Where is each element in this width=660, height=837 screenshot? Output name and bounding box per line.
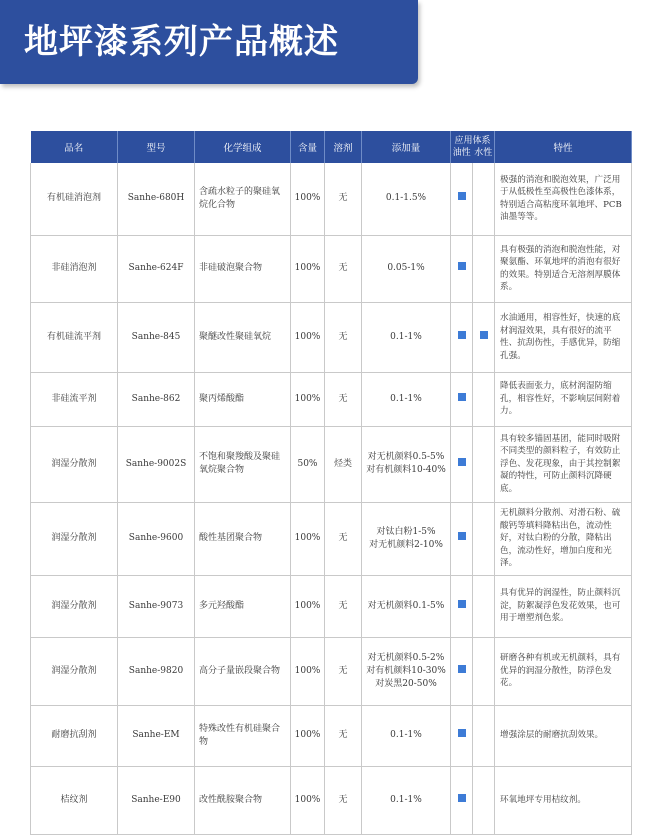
header-system	[451, 131, 495, 163]
cell-oil	[451, 705, 473, 766]
cell-oil	[451, 502, 473, 575]
header-chem: 化学组成	[195, 131, 291, 163]
table-header-row	[31, 131, 632, 163]
cell-feature: 增强涂层的耐磨抗刮效果。	[495, 705, 632, 766]
table-body	[31, 163, 632, 834]
check-square-icon	[458, 393, 466, 401]
table-row	[31, 766, 632, 834]
check-square-icon	[458, 794, 466, 802]
cell-dosage	[362, 502, 451, 575]
dosage-line: 0.1-1%	[390, 393, 422, 404]
cell-model: Sanhe-9600	[118, 502, 195, 575]
cell-solvent: 无	[325, 163, 362, 235]
cell-name: 耐磨抗刮剂	[31, 705, 118, 766]
cell-chem: 改性酰胺聚合物	[195, 766, 291, 834]
cell-chem: 酸性基团聚合物	[195, 502, 291, 575]
check-square-icon	[458, 600, 466, 608]
header-name: 品名	[31, 131, 118, 163]
cell-chem: 聚丙烯酸酯	[195, 372, 291, 426]
cell-feature: 环氧地坪专用桔纹剂。	[495, 766, 632, 834]
table-row	[31, 426, 632, 502]
title-banner	[0, 0, 418, 84]
header-solvent: 溶剂	[325, 131, 362, 163]
cell-dosage	[362, 163, 451, 235]
cell-solvent: 无	[325, 502, 362, 575]
dosage-line: 对钛白粉1-5%	[376, 526, 436, 537]
check-square-icon	[458, 331, 466, 339]
header-system-sub	[451, 147, 494, 159]
cell-water	[473, 163, 495, 235]
cell-solvent: 无	[325, 235, 362, 302]
table-row	[31, 502, 632, 575]
table-row	[31, 575, 632, 637]
cell-chem: 含疏水粒子的聚硅氧烷化合物	[195, 163, 291, 235]
cell-content: 100%	[291, 705, 325, 766]
cell-chem: 高分子量嵌段聚合物	[195, 637, 291, 705]
cell-content: 100%	[291, 575, 325, 637]
cell-chem: 非硅破泡聚合物	[195, 235, 291, 302]
cell-feature: 极强的消泡和脱泡效果，广泛用于从低极性至高极性色漆体系，特别适合高粘度环氧地坪、PCB油墨等等。	[495, 163, 632, 235]
table-row	[31, 163, 632, 235]
dosage-line: 0.1-1.5%	[385, 193, 427, 204]
cell-oil	[451, 302, 473, 372]
header-oil: 油性	[452, 148, 471, 158]
cell-feature: 降低表面张力，底材润湿防缩孔，相容性好，不影响层间附着力。	[495, 372, 632, 426]
header-feature: 特性	[495, 131, 632, 163]
cell-model: Sanhe-9820	[118, 637, 195, 705]
cell-solvent: 无	[325, 302, 362, 372]
check-square-icon	[458, 532, 466, 540]
check-square-icon	[458, 192, 466, 200]
cell-feature: 具有优异的润湿性，防止颜料沉淀，防絮凝浮色发花效果，也可用于增塑剂色浆。	[495, 575, 632, 637]
dosage-line: 0.1-1%	[390, 794, 422, 805]
table-row	[31, 637, 632, 705]
cell-feature: 具有极强的消泡和脱泡性能，对聚氨酯、环氧地坪的消泡有很好的效果。特别适合无溶剂厚膜体系。	[495, 235, 632, 302]
header-model: 型号	[118, 131, 195, 163]
check-square-icon	[458, 665, 466, 673]
cell-oil	[451, 163, 473, 235]
cell-name: 润湿分散剂	[31, 637, 118, 705]
dosage-line: 对炭黑20-50%	[375, 678, 437, 689]
cell-content: 100%	[291, 235, 325, 302]
cell-oil	[451, 575, 473, 637]
cell-water	[473, 235, 495, 302]
cell-oil	[451, 766, 473, 834]
cell-dosage	[362, 705, 451, 766]
cell-water	[473, 502, 495, 575]
cell-solvent: 无	[325, 372, 362, 426]
cell-chem: 多元羟酸酯	[195, 575, 291, 637]
cell-content: 100%	[291, 163, 325, 235]
table-row	[31, 372, 632, 426]
dosage-line: 0.1-1%	[390, 730, 422, 740]
header-system-label: 应用体系	[454, 136, 491, 146]
cell-dosage	[362, 235, 451, 302]
cell-chem: 特殊改性有机硅聚合物	[195, 705, 291, 766]
cell-oil	[451, 235, 473, 302]
cell-content: 100%	[291, 766, 325, 834]
cell-model: Sanhe-E90	[118, 766, 195, 834]
cell-content: 100%	[291, 637, 325, 705]
cell-dosage	[362, 426, 451, 502]
dosage-line: 对有机颜料10-40%	[366, 465, 446, 475]
cell-name: 非硅消泡剂	[31, 235, 118, 302]
check-square-icon	[480, 331, 488, 339]
cell-solvent: 烃类	[325, 426, 362, 502]
cell-dosage	[362, 575, 451, 637]
cell-feature: 无机颜料分散剂、对滑石粉、硫酸钙等填料降粘出色，流动性好，对钛白粉的分散，降粘出色，流动性好，增加白度和光泽。	[495, 502, 632, 575]
cell-name: 有机硅消泡剂	[31, 163, 118, 235]
cell-oil	[451, 372, 473, 426]
check-square-icon	[458, 729, 466, 737]
cell-content: 100%	[291, 302, 325, 372]
cell-chem: 聚醚改性聚硅氧烷	[195, 302, 291, 372]
cell-model: Sanhe-EM	[118, 705, 195, 766]
cell-water	[473, 705, 495, 766]
cell-solvent: 无	[325, 766, 362, 834]
cell-feature: 具有较多锚固基团，能同时吸附不同类型的颜料粒子，有效防止浮色、发花现象，由于其控制絮凝的特性，可防止颜料沉降硬底。	[495, 426, 632, 502]
cell-chem: 不饱和聚羧酸及聚硅氧烷聚合物	[195, 426, 291, 502]
dosage-line: 0.05-1%	[387, 263, 425, 273]
cell-content: 50%	[291, 426, 325, 502]
cell-name: 润湿分散剂	[31, 575, 118, 637]
header-water: 水性	[474, 148, 493, 158]
cell-name: 桔纹剂	[31, 766, 118, 834]
cell-water	[473, 575, 495, 637]
dosage-line: 对无机颜料0.1-5%	[367, 600, 445, 611]
cell-content: 100%	[291, 372, 325, 426]
cell-model: Sanhe-624F	[118, 235, 195, 302]
page-title: 地坪漆系列产品概述	[24, 22, 339, 62]
cell-feature: 研磨各种有机或无机颜料，具有优异的润湿分散性，防浮色发花。	[495, 637, 632, 705]
table-row	[31, 302, 632, 372]
dosage-line: 0.1-1%	[390, 331, 422, 342]
check-square-icon	[458, 458, 466, 466]
dosage-line: 对无机颜料0.5-2%	[367, 652, 445, 663]
cell-dosage	[362, 766, 451, 834]
product-table	[30, 131, 632, 835]
cell-model: Sanhe-9073	[118, 575, 195, 637]
cell-water	[473, 637, 495, 705]
cell-model: Sanhe-9002S	[118, 426, 195, 502]
cell-water	[473, 372, 495, 426]
cell-model: Sanhe-845	[118, 302, 195, 372]
cell-name: 非硅流平剂	[31, 372, 118, 426]
cell-solvent: 无	[325, 637, 362, 705]
cell-solvent: 无	[325, 575, 362, 637]
header-content: 含量	[291, 131, 325, 163]
cell-water	[473, 302, 495, 372]
cell-dosage	[362, 637, 451, 705]
cell-feature: 水油通用，相容性好，快速的底材润湿效果，具有很好的流平性、抗刮伤性，手感优异，防缩孔强。	[495, 302, 632, 372]
check-square-icon	[458, 262, 466, 270]
cell-oil	[451, 426, 473, 502]
dosage-line: 对无机颜料0.5-5%	[367, 452, 445, 462]
cell-model: Sanhe-862	[118, 372, 195, 426]
cell-dosage	[362, 302, 451, 372]
table-row	[31, 235, 632, 302]
cell-name: 润湿分散剂	[31, 502, 118, 575]
dosage-line: 对有机颜料10-30%	[366, 665, 446, 676]
cell-dosage	[362, 372, 451, 426]
table-row	[31, 705, 632, 766]
cell-solvent: 无	[325, 705, 362, 766]
cell-name: 有机硅流平剂	[31, 302, 118, 372]
header-dosage: 添加量	[362, 131, 451, 163]
dosage-line: 对无机颜料2-10%	[369, 539, 443, 550]
cell-water	[473, 426, 495, 502]
cell-name: 润湿分散剂	[31, 426, 118, 502]
cell-water	[473, 766, 495, 834]
cell-oil	[451, 637, 473, 705]
cell-content: 100%	[291, 502, 325, 575]
cell-model: Sanhe-680H	[118, 163, 195, 235]
